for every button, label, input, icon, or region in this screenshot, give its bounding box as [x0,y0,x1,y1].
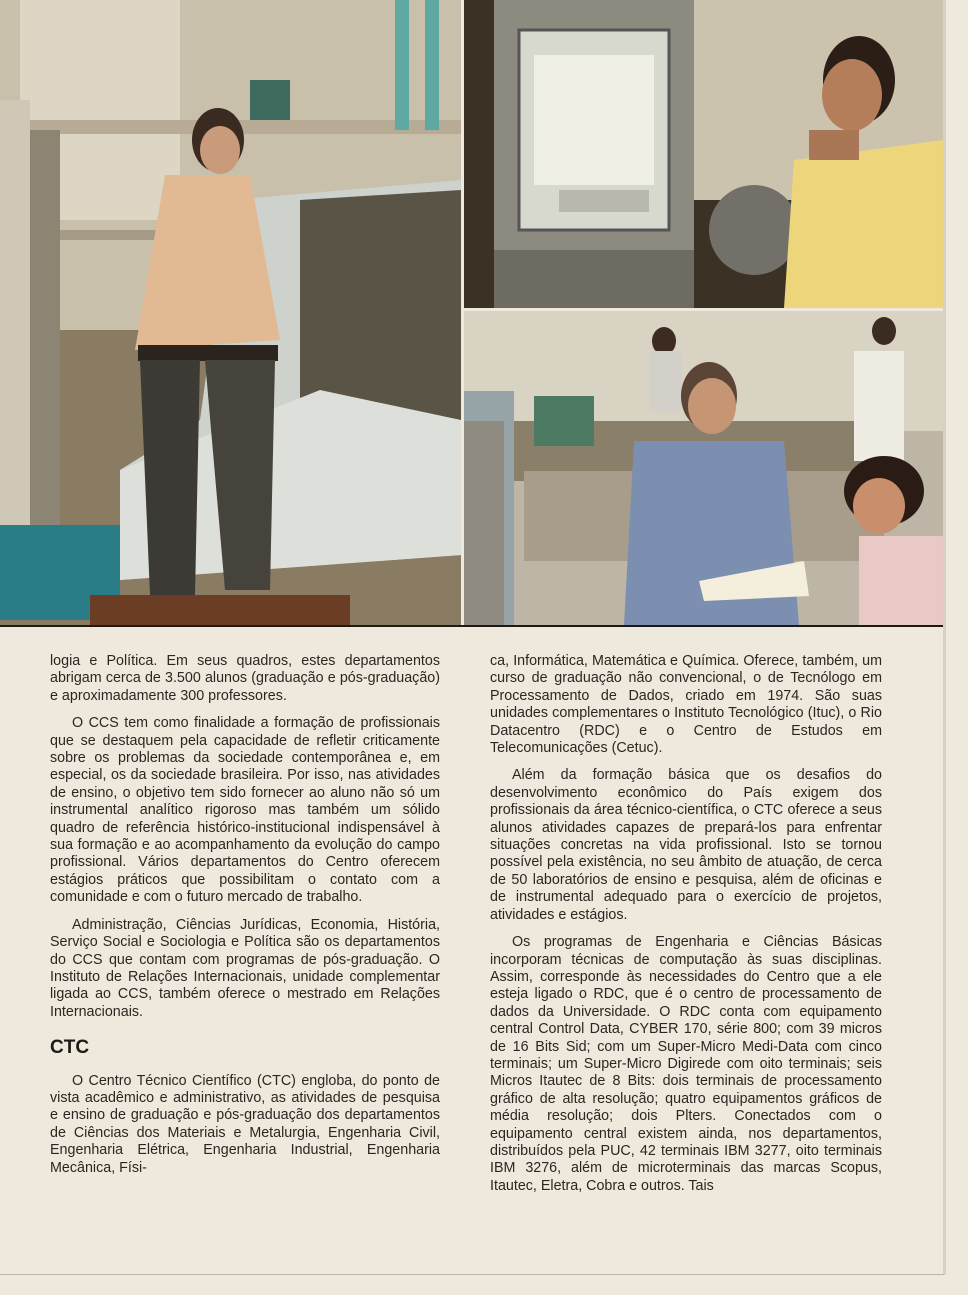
photo-divider [0,625,943,627]
paragraph: O Centro Técnico Científico (CTC) engloba, do ponto de vista acadêmico e administrativo, as atividades de pesquisa e ensino de graduação e pós-graduação dos departamentos de Ciências dos Materiais e Metalurgia, Engenharia Civil, Engenharia Elétrica, Engenharia Industrial, Engenharia Mecânica, Físi- [50,1072,440,1176]
text-column-right [490,653,882,1205]
students-workshop-photo [464,311,943,625]
text-column-left [50,653,440,1187]
paragraph: Os programas de Engenharia e Ciências Básicas incorporam técnicas de computação às suas disciplinas. Assim, corresponde às necessidades do Centro que a ele esteja ligado o RDC, que é o centro de processamento de dados da Universidade. O RDC conta com equipamento central Control Data, CYBER 170, série 800; com 39 micros de 16 Bits Sid; com um Super-Micro Medi-Data com cinco terminais; um Super-Micro Digirede com oito terminais; seis Micros Itautec de 8 Bits: dois terminais de processamento gráfico de alta resolução; quatro equipamentos gráficos de média resolução; dois Plters. Conectados com o equipamento central existem ainda, nos departamentos, distribuídos pela PUC, 42 terminais IBM 3277, oito terminais IBM 3276, além de microterminais das marcas Scopus, Itautec, Eletra, Cobra e outros. Tais [490,934,882,1194]
paragraph: logia e Política. Em seus quadros, estes departamentos abrigam cerca de 3.500 alunos (graduação e pós-graduação) e aproximadamente 300 professores. [50,653,440,704]
page-edge [943,0,946,1275]
paragraph: Além da formação básica que os desafios do desenvolvimento econômico do País exigem dos profissionais da área técnico-científica, o CTC oferece a seus alunos atividades capazes de prepará-los para enfrentar situações concretas na vida profissional. Isto se tornou possível pela existência, no seu âmbito de atuação, de cerca de 50 laboratórios de ensino e pesquisa, além de oficinas e de instrumental adequado para o exercício de projetos, atividades e estágios. [490,767,882,923]
paragraph: Administração, Ciências Jurídicas, Economia, História, Serviço Social e Sociologia e Política são os departamentos do CCS que contam com programas de pós-graduação. O Instituto de Relações Internacionais, unidade complementar ligada ao CCS, também oferece o mestrado em Relações Internacionais. [50,916,440,1020]
chart-recorder-photo [464,0,943,308]
lab-equipment-photo [0,0,461,625]
paragraph: ca, Informática, Matemática e Química. Oferece, também, um curso de graduação não convencional, o de Tecnólogo em Processamento de Dados, criado em 1974. São suas unidades complementares o Instituto Tecnológico (Ituc), o Rio Datacentro (RDC) e o Centro de Estudos em Telecomunicações (Cetuc). [490,653,882,757]
paragraph: O CCS tem como finalidade a formação de profissionais que se destaquem pela capacidade de refletir criticamente sobre os problemas da sociedade contemporânea e, em especial, os da sociedade brasileira. Por isso, nas atividades de ensino, o objetivo tem sido fornecer ao aluno não só um instrumental analítico rigoroso mas também um sólido quadro de referência histórico-institucional indispensável à sua formação e ao acompanhamento da evolução do campo profissional. Vários departamentos do Centro oferecem estágios práticos que possibilitam o contato com a comunidade e com o futuro mercado de trabalho. [50,715,440,906]
page-bottom-edge [0,1274,944,1275]
section-heading-ctc: CTC [50,1037,90,1059]
